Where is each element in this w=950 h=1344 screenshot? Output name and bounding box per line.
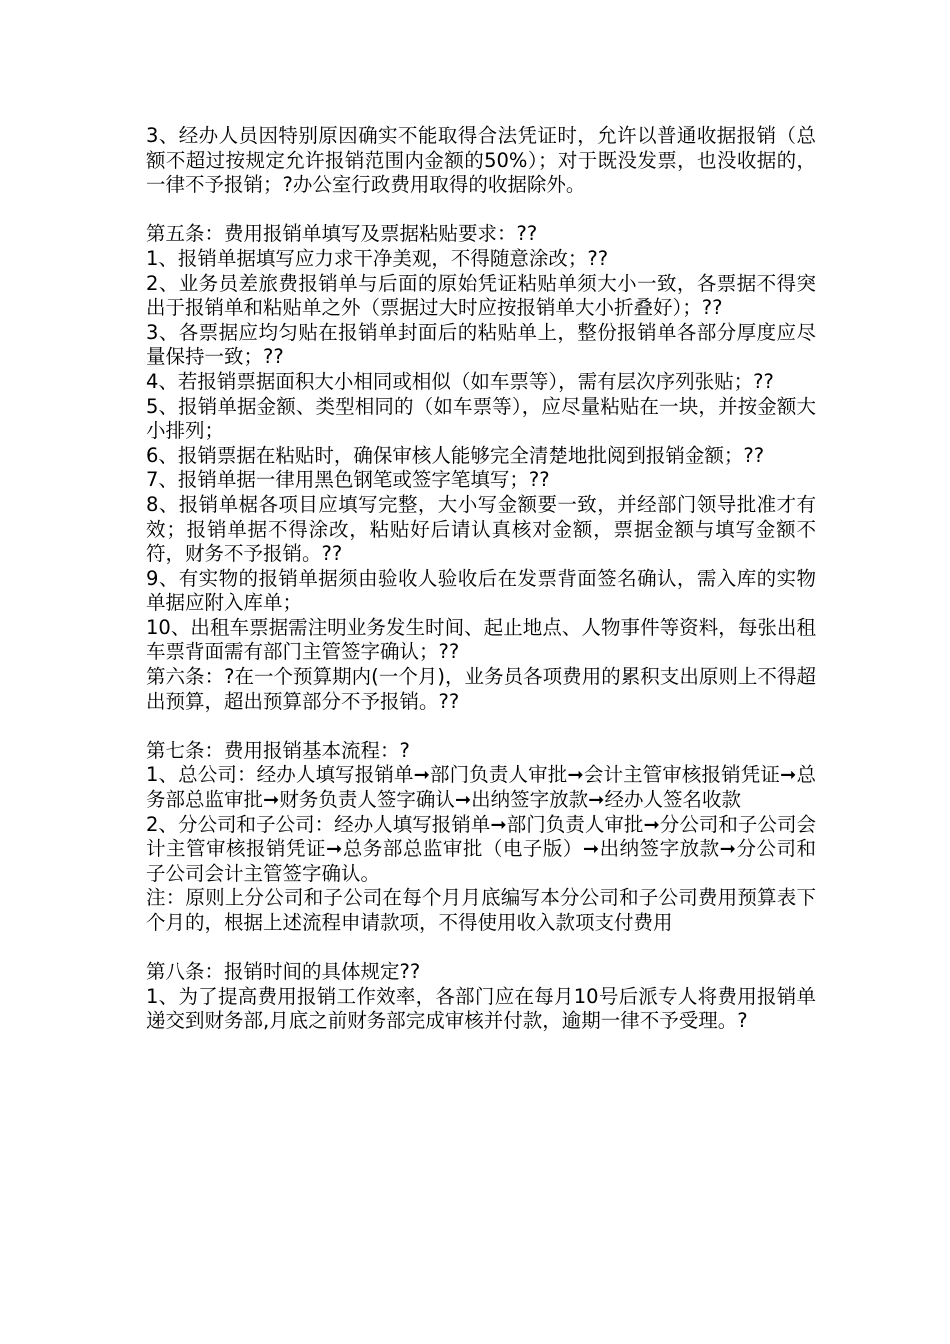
paragraph-article-5-item-6: 6、报销票据在粘贴时，确保审核人能够完全清楚地批阅到报销金额；?? xyxy=(146,443,765,467)
paragraph-gap xyxy=(146,714,816,739)
heading-article-5: 第五条：费用报销单填写及票据粘贴要求：?? xyxy=(146,222,538,246)
paragraph-article-5-item-4: 4、若报销票据面积大小相同或相似（如车票等），需有层次序列张贴；?? xyxy=(146,369,774,393)
paragraph-article-5-item-10: 10、出租车票据需注明业务发生时间、起止地点、人物事件等资料，每张出租车票背面需有部门主管签字确认；?? xyxy=(146,615,816,664)
paragraph-gap xyxy=(146,198,816,223)
paragraph-clause-3-receipts: 3、经办人员因特别原因确实不能取得合法凭证时，允许以普通收据报销（总额不超过按规定允许报销范围内金额的50%）；对于既没发票，也没收据的，一律不予报销；?办公室行政费用取得的收据除外。 xyxy=(146,124,816,197)
paragraph-article-5-item-8: 8、报销单椐各项目应填写完整，大小写金额要一致，并经部门领导批准才有效；报销单据不得涂改，粘贴好后请认真核对金额，票据金额与填写金额不符，财务不予报销。?? xyxy=(146,492,816,566)
paragraph-article-6: 第六条：?在一个预算期内(一个月)，业务员各项费用的累积支出原则上不得超出预算，超出预算部分不予报销。?? xyxy=(146,665,816,713)
heading-article-7: 第七条：费用报销基本流程：? xyxy=(146,738,410,762)
paragraph-article-5-item-9: 9、有实物的报销单据须由验收人验收后在发票背面签名确认，需入库的实物单据应附入库单； xyxy=(146,566,816,615)
paragraph-gap xyxy=(146,936,816,961)
paragraph-article-8-item-1: 1、为了提高费用报销工作效率，各部门应在每月10号后派专人将费用报销单递交到财务部,月底之前财务部完成审核并付款，逾期一律不予受理。? xyxy=(146,984,816,1033)
paragraph-article-7-item-1: 1、总公司：经办人填写报销单➞部门负责人审批➞会计主管审核报销凭证➞总务部总监审批➞财务负责人签字确认➞出纳签字放款➞经办人签名收款 xyxy=(146,763,816,812)
paragraph-article-7-note: 注：原则上分公司和子公司在每个月月底编写本分公司和子公司费用预算表下个月的，根据上述流程申请款项，不得使用收入款项支付费用 xyxy=(146,886,816,934)
heading-article-8: 第八条：报销时间的具体规定?? xyxy=(146,960,421,984)
paragraph-article-5-item-3: 3、各票据应均匀贴在报销单封面后的粘贴单上，整份报销单各部分厚度应尽量保持一致；?? xyxy=(146,320,816,369)
document-page xyxy=(146,124,816,1034)
paragraph-article-5-item-1: 1、报销单据填写应力求干净美观，不得随意涂改；?? xyxy=(146,246,609,270)
paragraph-article-5-item-7: 7、报销单据一律用黑色钢笔或签字笔填写；?? xyxy=(146,468,550,492)
paragraph-article-5-item-2: 2、业务员差旅费报销单与后面的原始凭证粘贴单须大小一致，各票据不得突出于报销单和粘贴单之外（票据过大时应按报销单大小折叠好）；?? xyxy=(146,271,816,320)
paragraph-article-5-item-5: 5、报销单据金额、类型相同的（如车票等），应尽量粘贴在一块，并按金额大小排列； xyxy=(146,394,816,443)
paragraph-article-7-item-2: 2、分公司和子公司：经办人填写报销单➞部门负责人审批➞分公司和子公司会计主管审核报销凭证➞总务部总监审批（电子版）➞出纳签字放款➞分公司和子公司会计主管签字确认。 xyxy=(146,812,816,885)
